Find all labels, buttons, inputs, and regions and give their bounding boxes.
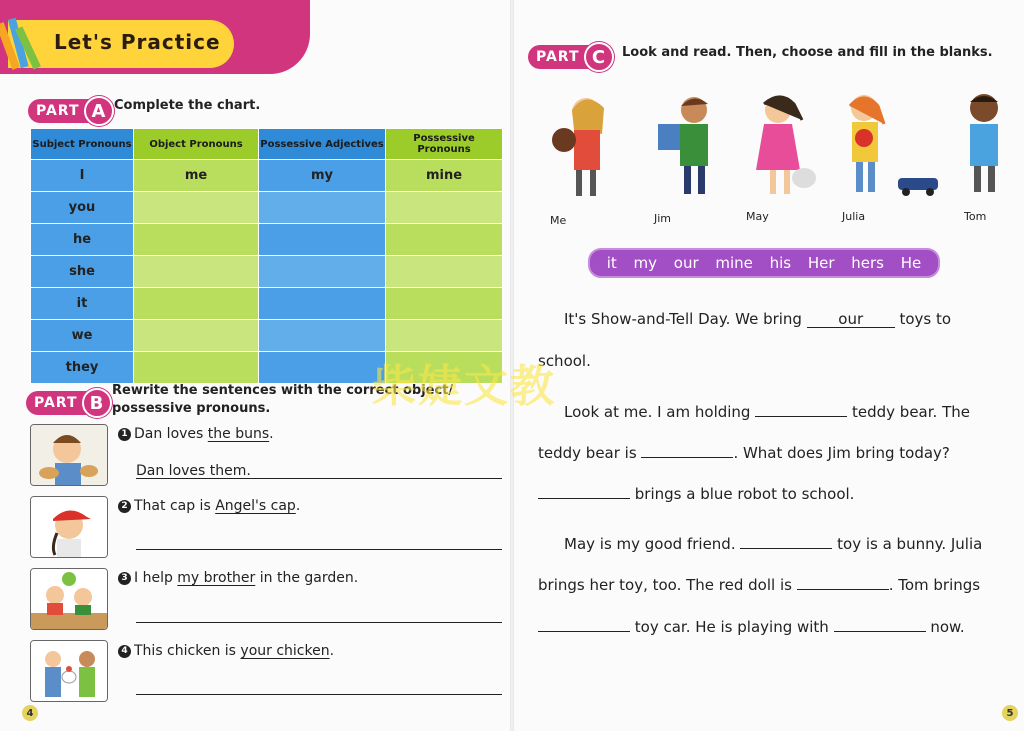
girl-with-cap-picture	[30, 496, 108, 558]
page-number: 4	[22, 705, 38, 721]
sentence-1	[118, 426, 274, 442]
pencils-icon	[0, 12, 48, 72]
word-bank-item[interactable]: He	[900, 254, 922, 272]
item-number: 1	[118, 428, 131, 441]
chart-cell: it	[31, 288, 134, 320]
chart-blank-cell[interactable]	[259, 352, 386, 384]
sentence-text: That cap is	[134, 498, 216, 514]
right-page	[514, 0, 1024, 731]
paragraph-text: May is my good friend.	[564, 535, 741, 553]
fill-blank[interactable]	[740, 532, 832, 549]
kid-name-label: Julia	[842, 210, 866, 223]
kid-name-label: Me	[550, 214, 567, 227]
table-row	[31, 224, 503, 256]
chart-blank-cell[interactable]	[259, 224, 386, 256]
kids-illustration	[534, 90, 1014, 220]
paragraph-line	[564, 532, 982, 553]
word-bank-item[interactable]: our	[673, 254, 699, 272]
chart-blank-cell[interactable]	[134, 192, 259, 224]
fill-blank[interactable]: our	[807, 311, 895, 328]
chart-header: Object Pronouns	[134, 129, 259, 160]
word-bank-item[interactable]: it	[606, 254, 617, 272]
chart-blank-cell[interactable]	[134, 224, 259, 256]
table-row	[31, 256, 503, 288]
table-row	[31, 320, 503, 352]
chart-blank-cell[interactable]	[386, 320, 503, 352]
chart-cell: they	[31, 352, 134, 384]
fill-blank[interactable]	[755, 400, 847, 417]
chart-cell: me	[134, 160, 259, 192]
kid-name-label: May	[746, 210, 769, 223]
page-title: Let's Practice	[54, 30, 221, 54]
underlined-phrase: Angel's cap	[215, 498, 296, 514]
paragraph-line	[538, 482, 854, 503]
answer-line[interactable]	[136, 622, 502, 623]
chart-blank-cell[interactable]	[134, 256, 259, 288]
sentence-text: .	[329, 643, 335, 659]
chart-header: Subject Pronouns	[31, 129, 134, 160]
part-b-badge	[26, 388, 112, 418]
chart-cell: you	[31, 192, 134, 224]
fill-blank[interactable]	[538, 615, 630, 632]
chart-cell: he	[31, 224, 134, 256]
pronoun-chart	[30, 128, 503, 384]
chart-blank-cell[interactable]	[386, 256, 503, 288]
answer-line[interactable]	[136, 694, 502, 695]
part-a-instruction: Complete the chart.	[114, 98, 261, 113]
word-bank-item[interactable]: his	[769, 254, 792, 272]
instruction-line: Rewrite the sentences with the correct object/	[112, 383, 454, 398]
paragraph-text: brings her toy, too. The red doll is	[538, 576, 797, 594]
paragraph-line	[564, 400, 970, 421]
item-number: 4	[118, 645, 131, 658]
paragraph-line	[564, 310, 951, 328]
word-bank-item[interactable]: Her	[807, 254, 835, 272]
underlined-phrase: your chicken	[240, 643, 330, 659]
table-row	[31, 288, 503, 320]
watermark: 柴婕文教	[372, 361, 556, 412]
paragraph-text: teddy bear is	[538, 444, 642, 462]
chart-blank-cell[interactable]	[386, 192, 503, 224]
part-letter: C	[584, 42, 614, 72]
answer-line[interactable]	[136, 549, 502, 550]
sentence-text: I help	[134, 570, 178, 586]
sentence-text: .	[269, 426, 274, 442]
kid-name-label: Jim	[654, 212, 672, 225]
paragraph-line	[538, 615, 965, 636]
paragraph-line	[538, 441, 950, 462]
sentence-text: in the garden.	[255, 570, 359, 586]
part-label: PART	[28, 99, 90, 123]
part-label: PART	[528, 45, 590, 69]
chart-blank-cell[interactable]	[386, 288, 503, 320]
gardening-picture	[30, 568, 108, 630]
paragraph-text: . Tom brings	[888, 576, 981, 594]
chart-cell: I	[31, 160, 134, 192]
paragraph-text: now.	[925, 618, 965, 636]
sentence-3	[118, 570, 358, 586]
page-number: 5	[1002, 705, 1018, 721]
table-row	[31, 160, 503, 192]
item-number: 2	[118, 500, 131, 513]
chicken-picture	[30, 640, 108, 702]
paragraph-text: toy is a bunny. Julia	[832, 535, 983, 553]
answer-text: Dan loves them.	[136, 463, 251, 479]
part-label: PART	[26, 391, 88, 415]
paragraph-text: toys to	[894, 310, 952, 328]
paragraph-text: school.	[538, 352, 591, 370]
paragraph-text: brings a blue robot to school.	[630, 485, 855, 503]
chart-header: Possessive Pronouns	[386, 129, 503, 160]
fill-blank[interactable]	[538, 482, 630, 499]
fill-blank[interactable]	[834, 615, 926, 632]
chart-header: Possessive Adjectives	[259, 129, 386, 160]
word-bank-item[interactable]: mine	[715, 254, 753, 272]
paragraph-text: It's Show-and-Tell Day. We bring	[564, 310, 807, 328]
chart-blank-cell[interactable]	[259, 256, 386, 288]
chart-cell: mine	[386, 160, 503, 192]
sentence-text: Dan loves	[134, 426, 208, 442]
word-bank	[588, 248, 940, 278]
chart-cell: she	[31, 256, 134, 288]
answer-line[interactable]	[136, 478, 502, 479]
boy-eating-buns-picture	[30, 424, 108, 486]
chart-blank-cell[interactable]	[134, 320, 259, 352]
fill-blank[interactable]	[641, 441, 733, 458]
sentence-4	[118, 643, 334, 659]
part-letter: A	[84, 96, 114, 126]
chart-cell: my	[259, 160, 386, 192]
underlined-phrase: the buns	[207, 426, 270, 442]
chart-blank-cell[interactable]	[134, 288, 259, 320]
part-c-badge	[528, 42, 614, 72]
item-number: 3	[118, 572, 131, 585]
paragraph-text: Look at me. I am holding	[564, 403, 756, 421]
chart-cell: we	[31, 320, 134, 352]
part-a-badge	[28, 96, 114, 126]
chart-blank-cell[interactable]	[259, 320, 386, 352]
chart-blank-cell[interactable]	[259, 288, 386, 320]
instruction-line: possessive pronouns.	[112, 401, 271, 416]
chart-blank-cell[interactable]	[259, 192, 386, 224]
paragraph-text: . What does Jim bring today?	[733, 444, 950, 462]
paragraph-line	[538, 573, 980, 594]
word-bank-item[interactable]: my	[633, 254, 658, 272]
sentence-text: .	[295, 498, 301, 514]
part-c-instruction: Look and read. Then, choose and fill in the blanks.	[622, 45, 993, 60]
kid-name-label: Tom	[964, 210, 987, 223]
sentence-text: This chicken is	[134, 643, 241, 659]
fill-blank[interactable]	[797, 573, 889, 590]
chart-blank-cell[interactable]	[134, 352, 259, 384]
sentence-2	[118, 498, 300, 514]
table-row	[31, 192, 503, 224]
paragraph-text: teddy bear. The	[847, 403, 970, 421]
underlined-phrase: my brother	[177, 570, 256, 586]
chart-blank-cell[interactable]	[386, 224, 503, 256]
paragraph-text: toy car. He is playing with	[630, 618, 834, 636]
part-letter: B	[82, 388, 112, 418]
word-bank-item[interactable]: hers	[851, 254, 884, 272]
